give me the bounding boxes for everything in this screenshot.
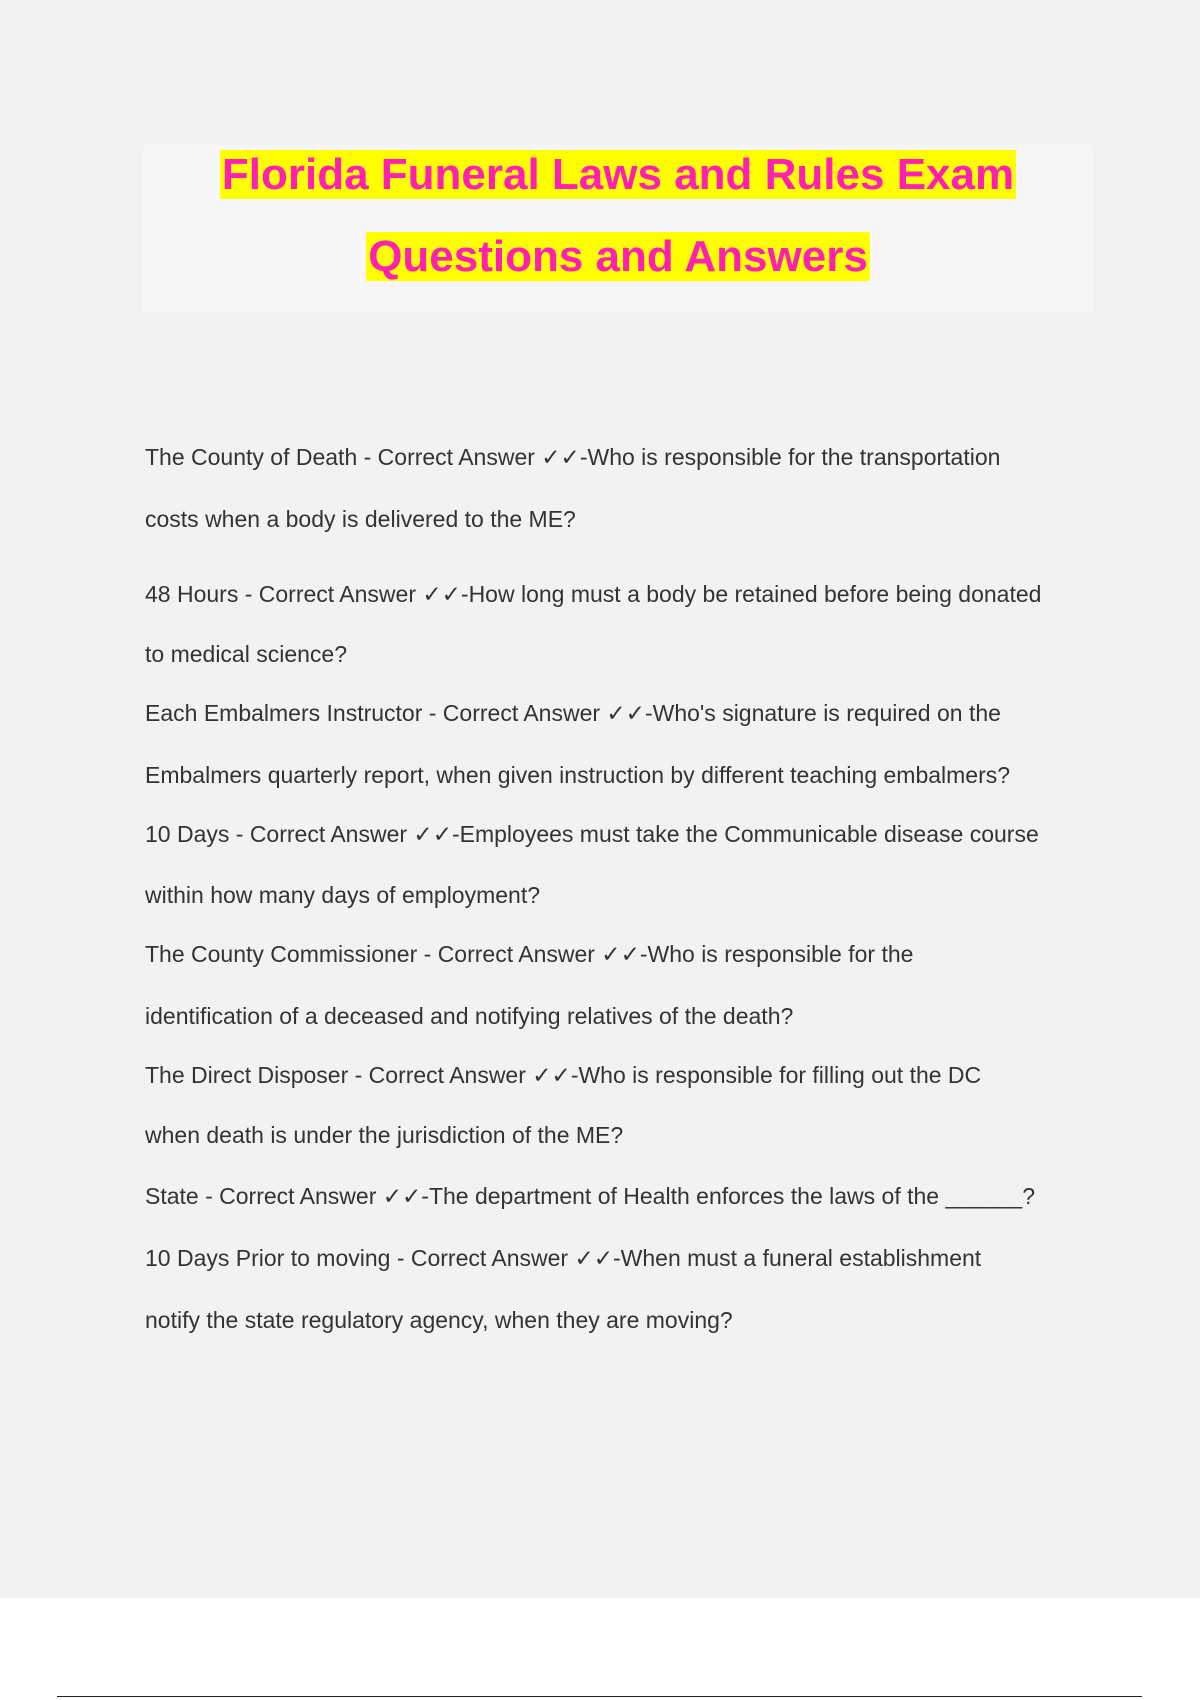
- title-banner: [143, 145, 1093, 313]
- qa-8-line-2: notify the state regulatory agency, when they are moving?: [145, 1307, 733, 1333]
- qa-6-line-1: The Direct Disposer - Correct Answer ✓✓-Who is responsible for filling out the DC: [145, 1062, 982, 1088]
- qa-8-line-1: 10 Days Prior to moving - Correct Answer ✓✓-When must a funeral establishment: [145, 1245, 982, 1271]
- qa-2-line-1: 48 Hours - Correct Answer ✓✓-How long must a body be retained before being donated: [145, 581, 1042, 607]
- qa-7-line-1: State - Correct Answer ✓✓-The department of Health enforces the laws of the ______?: [145, 1183, 1036, 1209]
- qa-4-line-2: within how many days of employment?: [145, 882, 541, 908]
- qa-5-line-1: The County Commissioner - Correct Answer ✓✓-Who is responsible for the: [145, 941, 914, 967]
- page-footer: [0, 1598, 1200, 1700]
- page-title-line-1: Florida Funeral Laws and Rules Exam: [221, 150, 1015, 199]
- qa-1-line-2: costs when a body is delivered to the ME?: [145, 506, 576, 532]
- footer-divider: [57, 1696, 1142, 1697]
- qa-6-line-2: when death is under the jurisdiction of the ME?: [145, 1122, 624, 1148]
- qa-3-line-2: Embalmers quarterly report, when given instruction by different teaching embalmers?: [145, 762, 1011, 788]
- page-title-line-2: Questions and Answers: [368, 232, 868, 281]
- qa-4-line-1: 10 Days - Correct Answer ✓✓-Employees must take the Communicable disease course: [145, 821, 1039, 847]
- qa-1-line-1: The County of Death - Correct Answer ✓✓-Who is responsible for the transportation: [145, 444, 1001, 470]
- qa-2-line-2: to medical science?: [145, 641, 347, 667]
- qa-3-line-1: Each Embalmers Instructor - Correct Answer ✓✓-Who's signature is required on the: [145, 700, 1001, 726]
- qa-5-line-2: identification of a deceased and notifying relatives of the death?: [145, 1003, 794, 1029]
